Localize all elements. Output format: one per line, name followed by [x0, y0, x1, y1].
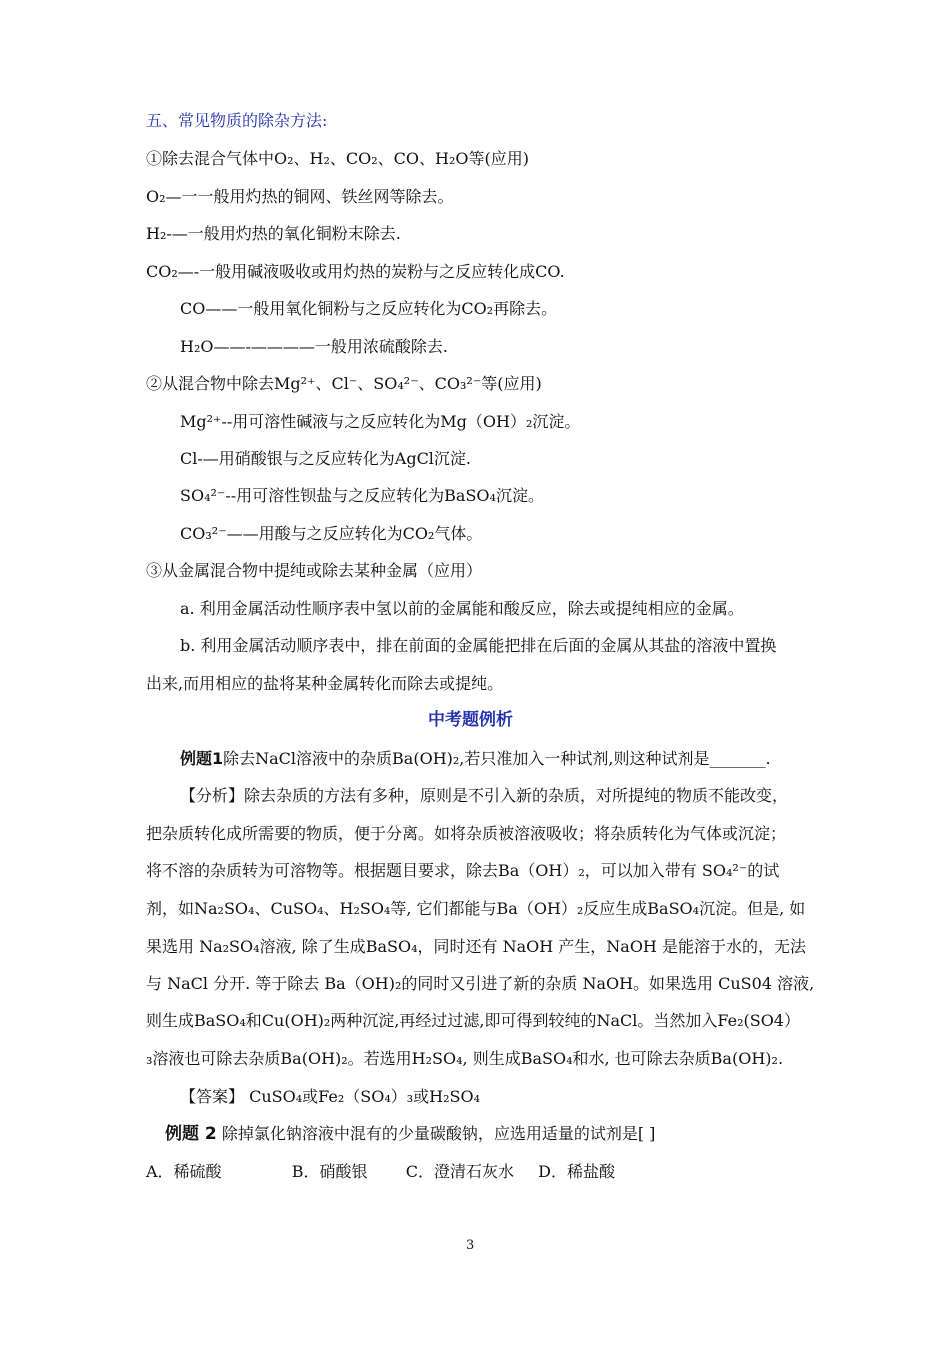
text-line: ②从混合物中除去Mg²⁺、Cl⁻、SO₄²⁻、CO₃²⁻等(应用): [146, 374, 542, 393]
text-line: a. 利用金属活动性顺序表中氢以前的金属能和酸反应，除去或提纯相应的金属。: [180, 599, 744, 618]
example-label: 例题1: [180, 749, 224, 768]
text-line: b. 利用金属活动顺序表中，排在前面的金属能把排在后面的金属从其盐的溶液中置换: [180, 636, 777, 655]
text-line: 剂，如Na₂SO₄、CuSO₄、H₂SO₄等, 它们都能与Ba（OH）₂反应生成BaSO₄沉淀。但是, 如: [146, 899, 806, 918]
exam-title: 中考题例析: [428, 710, 513, 730]
options-row: [146, 1162, 615, 1182]
analysis-line: [180, 786, 788, 806]
text-line: Mg²⁺--用可溶性碱液与之反应转化为Mg（OH）₂沉淀。: [180, 412, 581, 431]
text-line: SO₄²⁻--用可溶性钡盐与之反应转化为BaSO₄沉淀。: [180, 486, 544, 505]
text-line: 将不溶的杂质转为可溶物等。根据题目要求，除去Ba（OH）₂，可以加入带有 SO₄²⁻的试: [146, 861, 780, 880]
example-text: 除去NaCl溶液中的杂质Ba(OH)₂,若只准加入一种试剂,则这种试剂是_______.: [223, 749, 771, 768]
answer-line: [180, 1087, 480, 1107]
text-line: 与 NaCl 分开. 等于除去 Ba（OH)₂的同时又引进了新的杂质 NaOH。如果选用 CuS04 溶液,: [146, 974, 815, 993]
analysis-text: 除去杂质的方法有多种，原则是不引入新的杂质，对所提纯的物质不能改变，: [244, 786, 789, 805]
text-line: CO——一般用氧化铜粉与之反应转化为CO₂再除去。: [180, 299, 558, 318]
text-line: O₂—一一般用灼热的铜网、铁丝网等除去。: [146, 187, 454, 206]
text-line: 果选用 Na₂SO₄溶液, 除了生成BaSO₄，同时还有 NaOH 产生，NaOH 是能溶于水的，无法: [146, 937, 806, 956]
text-line: ₃溶液也可除去杂质Ba(OH)₂。若选用H₂SO₄, 则生成BaSO₄和水, 也可除去杂质Ba(OH)₂.: [146, 1049, 784, 1068]
example-2: [165, 1124, 655, 1144]
text-line: H₂O——-————一般用浓硫酸除去.: [180, 337, 448, 356]
section-heading: 五、常见物质的除杂方法:: [146, 111, 328, 130]
example-text: 除掉氯化钠溶液中混有的少量碳酸钠，应选用适量的试剂是[ ]: [221, 1124, 656, 1143]
option-a: A．稀硫酸: [146, 1162, 222, 1181]
answer-text: CuSO₄或Fe₂（SO₄）₃或H₂SO₄: [244, 1087, 481, 1106]
text-line: ③从金属混合物中提纯或除去某种金属（应用）: [146, 561, 483, 580]
text-line: ①除去混合气体中O₂、H₂、CO₂、CO、H₂O等(应用): [146, 149, 530, 168]
text-line: 把杂质转化成所需要的物质，便于分离。如将杂质被溶液吸收；将杂质转化为气体或沉淀；: [146, 824, 787, 843]
option-b: B．硝酸银: [291, 1162, 368, 1181]
text-line: H₂-—一般用灼热的氧化铜粉末除去.: [146, 224, 401, 243]
page-number: 3: [466, 1238, 475, 1253]
option-d: D．稀盐酸: [538, 1162, 615, 1181]
text-line: 出来,而用相应的盐将某种金属转化而除去或提纯。: [146, 674, 504, 693]
example-1: [180, 749, 771, 769]
analysis-label: 【分析】: [180, 786, 245, 805]
text-line: CO₂—-一般用碱液吸收或用灼热的炭粉与之反应转化成CO.: [146, 262, 565, 281]
text-line: CO₃²⁻——用酸与之反应转化为CO₂气体。: [180, 524, 483, 543]
example-label: 例题 2: [165, 1124, 217, 1144]
answer-label: 【答案】: [180, 1087, 245, 1106]
text-line: 则生成BaSO₄和Cu(OH)₂两种沉淀,再经过过滤,即可得到较纯的NaCl。当然加入Fe₂(SO4）: [146, 1011, 800, 1030]
option-c: C．澄清石灰水: [405, 1162, 514, 1181]
text-line: Cl-—用硝酸银与之反应转化为AgCl沉淀.: [180, 449, 472, 468]
